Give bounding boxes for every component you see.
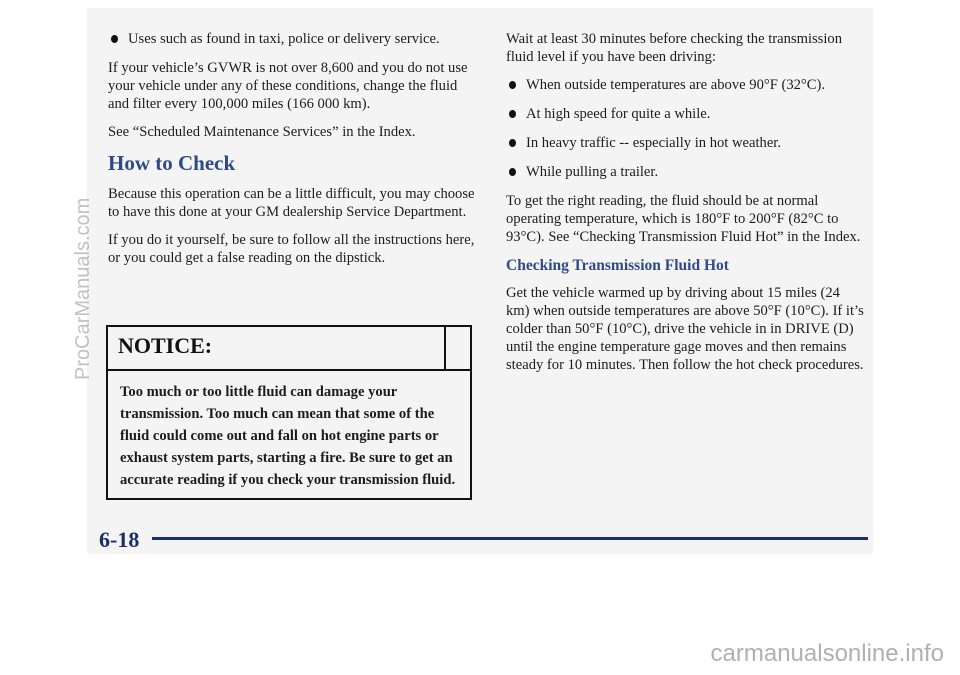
right-reading-paragraph: To get the right reading, the fluid should be at normal operating temperature, which is 180°F to 200°F (82°C to 93°C). See “Checking Transmission Fluid Hot” in the Index. (506, 193, 861, 245)
bullet-high-speed: At high speed for quite a while. (506, 105, 866, 123)
left-column (108, 30, 476, 277)
page-number: 6-18 (99, 527, 140, 552)
notice-title: NOTICE: (108, 327, 470, 371)
footer-rule (152, 537, 868, 540)
notice-body: Too much or too little fluid can damage your transmission. Too much can mean that some of the fluid could come out and fall on hot engine parts or exhaust system parts, starting a fire. Be sure to get an accurate reading if you check your transmission fluid. (120, 384, 456, 488)
notice-box (106, 325, 472, 500)
bottom-watermark: carmanualsonline.info (710, 640, 944, 667)
bullet-trailer: While pulling a trailer. (506, 163, 866, 181)
do-it-yourself-paragraph: If you do it yourself, be sure to follow all the instructions here, or you could get a false reading on the dipstick. (108, 232, 475, 266)
scheduled-maintenance-paragraph: See “Scheduled Maintenance Services” in the Index. (108, 124, 416, 140)
bullet-heavy-traffic: In heavy traffic -- especially in hot weather. (506, 134, 866, 152)
bullet-temperature: When outside temperatures are above 90°F (32°C). (506, 76, 866, 94)
how-to-check-heading: How to Check (108, 151, 236, 175)
difficult-operation-paragraph: Because this operation can be a little difficult, you may choose to have this done at your GM dealership Service Department. (108, 186, 475, 220)
warm-up-paragraph: Get the vehicle warmed up by driving about 15 miles (24 km) when outside temperatures are above 50°F (10°C). If it’s colder than 50°F (10°C), drive the vehicle in in DRIVE (D) until the engine temperature gage moves and then remains steady for 10 minutes. Then follow the hot check procedures. (506, 285, 864, 373)
wait-paragraph: Wait at least 30 minutes before checking the transmission fluid level if you have been driving: (506, 31, 843, 65)
checking-fluid-hot-heading: Checking Transmission Fluid Hot (506, 257, 729, 274)
bullet-taxi: Uses such as found in taxi, police or delivery service. (108, 30, 476, 48)
gvwr-paragraph: If your vehicle’s GVWR is not over 8,600 and you do not use your vehicle under any of these conditions, change the fluid and filter every 100,000 miles (166 000 km). (108, 60, 468, 112)
side-watermark: ProCarManuals.com (72, 197, 94, 380)
right-column (506, 30, 866, 384)
